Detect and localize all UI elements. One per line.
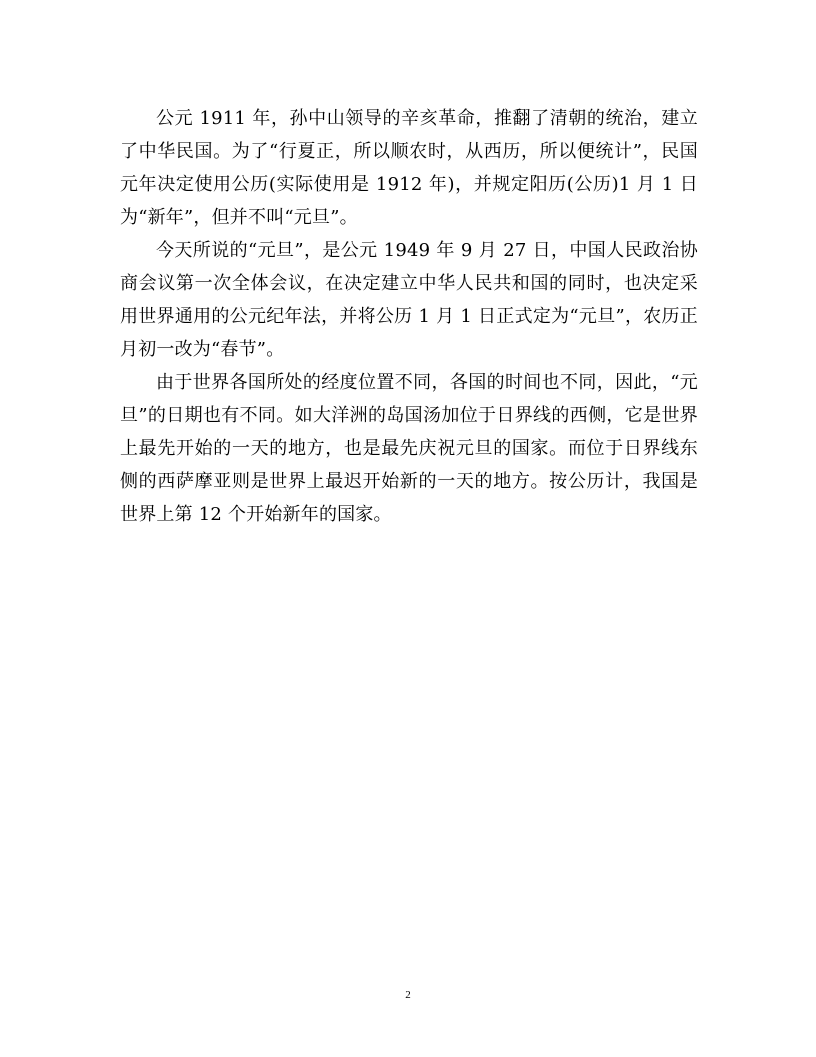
paragraph-1: 公元 1911 年，孙中山领导的辛亥革命，推翻了清朝的统治，建立了中华民国。为了“行夏正，所以顺农时，从西历，所以便统计”，民国元年决定使用公历(实际使用是 1912 年)，并规定阳历(公历)1 月 1 日为“新年”，但并不叫“元旦”。 xyxy=(120,108,698,228)
page-number: 2 xyxy=(405,989,411,1001)
paragraph-3: 由于世界各国所处的经度位置不同，各国的时间也不同，因此，“元旦”的日期也有不同。如大洋洲的岛国汤加位于日界线的西侧，它是世界上最先开始的一天的地方，也是最先庆祝元旦的国家。而位于日界线东侧的西萨摩亚则是世界上最迟开始新的一天的地方。按公历计，我国是世界上第 12 个开始新年的国家。 xyxy=(120,372,698,525)
paragraph-2: 今天所说的“元旦”，是公元 1949 年 9 月 27 日，中国人民政治协商会议第一次全体会议，在决定建立中华人民共和国的同时，也决定采用世界通用的公元纪年法，并将公历 1 月 1 日正式定为“元旦”，农历正月初一改为“春节”。 xyxy=(120,240,698,360)
document-body xyxy=(120,102,698,531)
